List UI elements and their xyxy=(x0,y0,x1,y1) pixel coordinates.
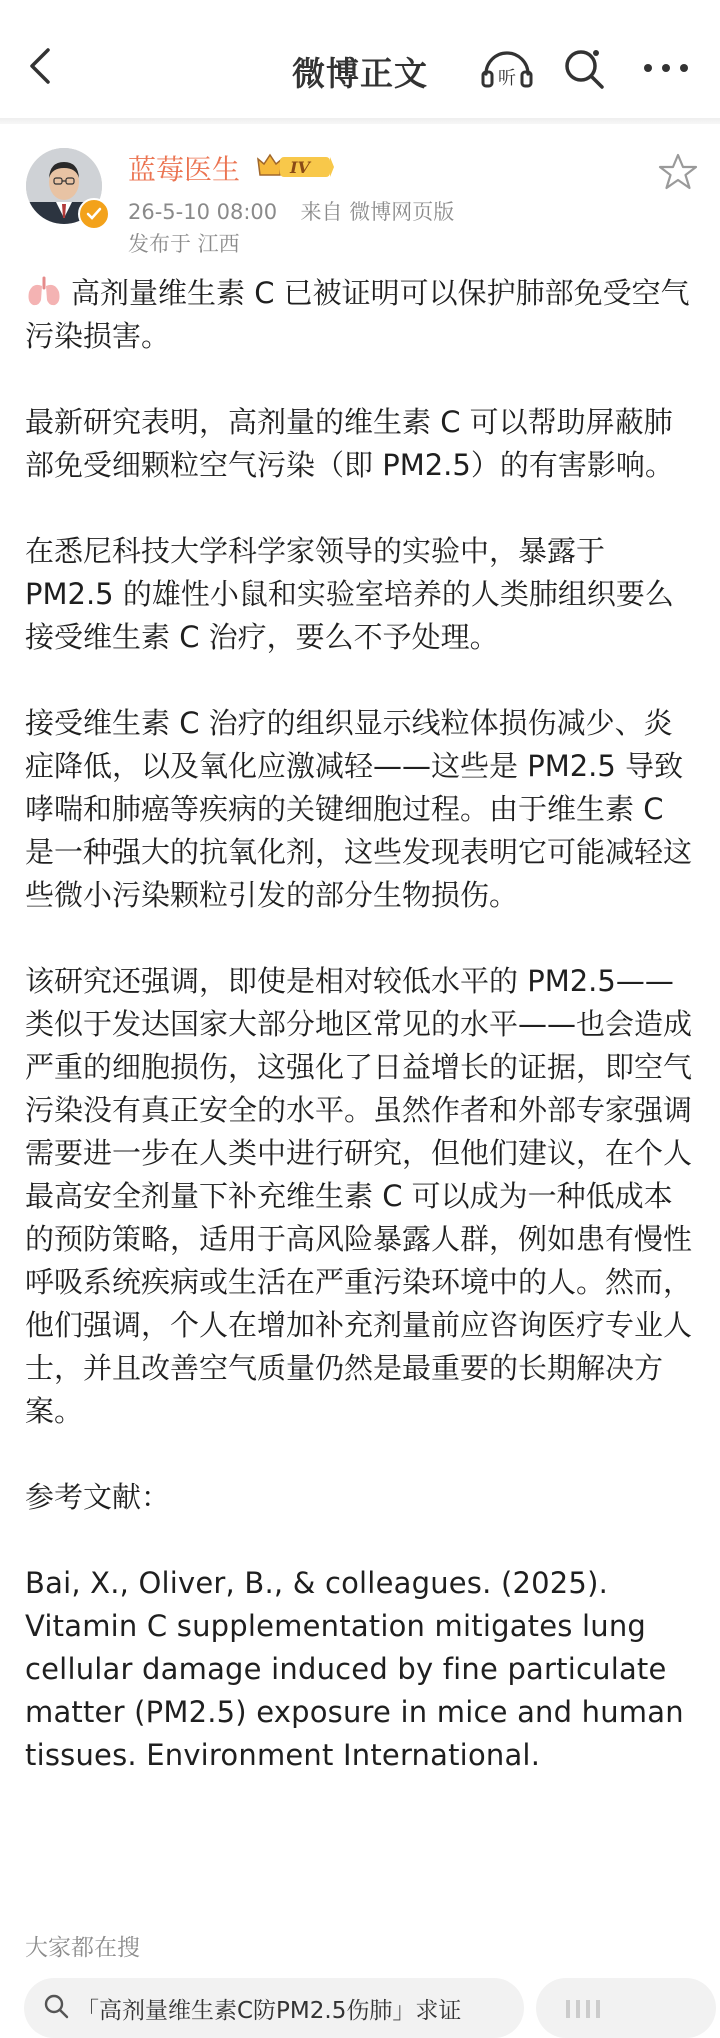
post-location: 发布于 江西 xyxy=(128,232,240,256)
svg-text:IV: IV xyxy=(290,158,310,177)
reference-heading: 参考文献： xyxy=(25,1480,171,1514)
related-search-text: 「高剂量维生素C防PM2.5伤肺」求证 xyxy=(76,1998,462,2024)
post-meta xyxy=(128,196,454,226)
related-search-label: 大家都在搜 xyxy=(25,1935,140,1961)
more-dots-icon[interactable] xyxy=(638,44,694,92)
placeholder-lines-icon xyxy=(566,1996,686,2020)
related-search-pill-2[interactable] xyxy=(536,1978,716,2038)
paragraph-5: 该研究还强调，即使是相对较低水平的 PM2.5——类似于发达国家大部分地区常见的水平——也会造成严重的细胞损伤，这强化了日益增长的证据，即空气污染没有真正安全的水平。虽然作者和外部专家强调需要进一步在人类中进行研究，但他们建议，在个人最高安全剂量下补充维生素 C 可以成为一种低成本的预防策略，适用于高风险暴露人群，例如患有慢性呼吸系统疾病或生活在严重污染环境中的人。然而，他们强调，个人在增加补充剂量前应咨询医疗专业人士，并且改善空气质量仍然是最重要的长期解决方案。 xyxy=(25,964,693,1428)
listen-headphones-icon[interactable] xyxy=(478,44,536,92)
paragraph-1 xyxy=(25,272,701,358)
related-search-pill[interactable] xyxy=(24,1978,524,2038)
lungs-emoji-icon xyxy=(25,276,63,308)
paragraph-2: 最新研究表明，高剂量的维生素 C 可以帮助屏蔽肺部免受细颗粒空气污染（即 PM2.5）的有害影响。 xyxy=(25,405,674,482)
paragraph-3: 在悉尼科技大学科学家领导的实验中，暴露于 PM2.5 的雄性小鼠和实验室培养的人类肺组织要么接受维生素 C 治疗，要么不予处理。 xyxy=(25,534,674,654)
page-title: 微博正文 xyxy=(292,54,428,93)
paragraph-4: 接受维生素 C 治疗的组织显示线粒体损伤减少、炎症降低，以及氧化应激减轻——这些是 PM2.5 导致哮喘和肺癌等疾病的关键细胞过程。由于维生素 C 是一种强大的抗氧化剂，这些发现表明它可能减轻这些微小污染颗粒引发的部分生物损伤。 xyxy=(25,706,693,912)
reference-citation: Bai, X., Oliver, B., & colleagues. (2025). Vitamin C supplementation mitigates lung cellular damage induced by fine particulate matter (PM2.5) exposure in mice and human tissues. Environment International. xyxy=(25,1566,684,1772)
author-name[interactable]: 蓝莓医生 xyxy=(128,153,241,186)
verified-badge-icon xyxy=(78,198,110,230)
status-bar xyxy=(0,0,720,10)
search-icon xyxy=(42,1992,70,2020)
svg-text:听: 听 xyxy=(498,68,516,89)
author-header xyxy=(0,124,720,264)
search-icon[interactable] xyxy=(560,44,608,92)
star-favorite-icon[interactable] xyxy=(658,152,698,192)
vip-level-badge-icon xyxy=(256,151,334,181)
top-nav-bar xyxy=(0,10,720,128)
post-source: 来自 微博网页版 xyxy=(300,200,455,224)
paragraph-1-text: 高剂量维生素 C 已被证明可以保护肺部免受空气污染损害。 xyxy=(25,276,690,353)
post-body xyxy=(25,272,701,1777)
post-timestamp: 26-5-10 08:00 xyxy=(128,200,278,224)
